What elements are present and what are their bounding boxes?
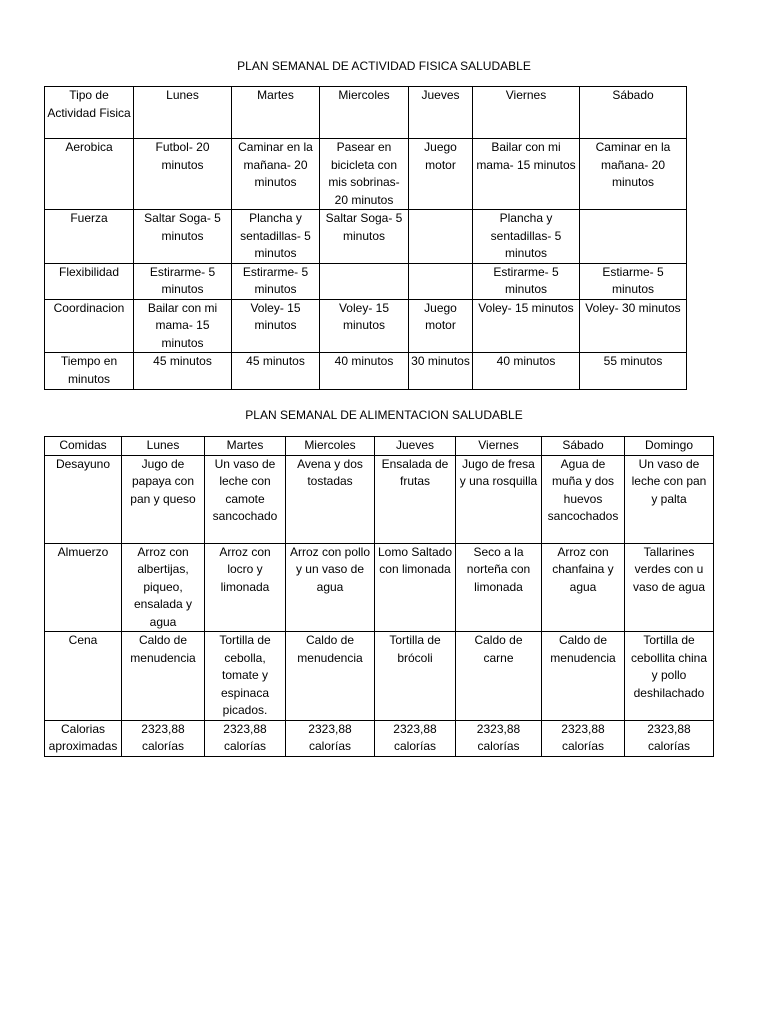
table-cell — [409, 263, 473, 299]
food-plan-title: PLAN SEMANAL DE ALIMENTACION SALUDABLE — [245, 408, 523, 422]
header-cell: Viernes — [473, 87, 580, 139]
table-row — [45, 543, 714, 632]
table-cell: Arroz con chanfaina y agua — [542, 543, 625, 632]
table-row — [45, 455, 714, 543]
table-cell: 55 minutos — [580, 353, 687, 390]
table-cell: Juego motor — [409, 299, 473, 353]
table-header-row — [45, 87, 687, 139]
table-cell: Saltar Soga- 5 minutos — [134, 210, 232, 264]
table-header-row — [45, 437, 714, 456]
table-cell: Un vaso de leche con camote sancochado — [205, 455, 286, 543]
table-cell: 2323,88 calorías — [122, 720, 205, 756]
row-label: Fuerza — [45, 210, 134, 264]
table-cell: 45 minutos — [232, 353, 320, 390]
table-cell: Saltar Soga- 5 minutos — [320, 210, 409, 264]
table-cell: Estirarme- 5 minutos — [134, 263, 232, 299]
table-row — [45, 263, 687, 299]
table-cell: 40 minutos — [320, 353, 409, 390]
header-cell: Martes — [205, 437, 286, 456]
table-cell: 2323,88 calorías — [625, 720, 714, 756]
table-cell: Pasear en bicicleta con mis sobrinas- 20 minutos — [320, 139, 409, 210]
table-cell: Bailar con mi mama- 15 minutos — [134, 299, 232, 353]
header-cell: Lunes — [134, 87, 232, 139]
table-cell: Agua de muña y dos huevos sancochados — [542, 455, 625, 543]
table-cell: Arroz con locro y limonada — [205, 543, 286, 632]
table-cell: 45 minutos — [134, 353, 232, 390]
table-cell: Voley- 30 minutos — [580, 299, 687, 353]
table-row — [45, 353, 687, 390]
table-cell: Plancha y sentadillas- 5 minutos — [232, 210, 320, 264]
table-cell: Voley- 15 minutos — [320, 299, 409, 353]
table-cell: 2323,88 calorías — [375, 720, 456, 756]
table-cell: Jugo de fresa y una rosquilla — [456, 455, 542, 543]
table-cell: Futbol- 20 minutos — [134, 139, 232, 210]
table-row — [45, 632, 714, 721]
header-cell: Sábado — [542, 437, 625, 456]
table-cell: Tortilla de cebolla, tomate y espinaca picados. — [205, 632, 286, 721]
table-cell: Caldo de carne — [456, 632, 542, 721]
table-row — [45, 720, 714, 756]
row-label: Flexibilidad — [45, 263, 134, 299]
table-cell — [320, 263, 409, 299]
table-cell: Caldo de menudencia — [286, 632, 375, 721]
table-cell: Estirarme- 5 minutos — [473, 263, 580, 299]
table-cell: Estirarme- 5 minutos — [232, 263, 320, 299]
table-cell: Voley- 15 minutos — [232, 299, 320, 353]
header-cell: Tipo de Actividad Fisica — [45, 87, 134, 139]
table-cell: Juego motor — [409, 139, 473, 210]
table-cell: Caminar en la mañana- 20 minutos — [232, 139, 320, 210]
food-plan-table — [44, 436, 714, 757]
table-row — [45, 139, 687, 210]
activity-plan-table — [44, 86, 687, 390]
row-label: Coordinacion — [45, 299, 134, 353]
table-cell: Caldo de menudencia — [122, 632, 205, 721]
table-cell: 30 minutos — [409, 353, 473, 390]
table-cell: Bailar con mi mama- 15 minutos — [473, 139, 580, 210]
table-cell: Estiarme- 5 minutos — [580, 263, 687, 299]
row-label: Desayuno — [45, 455, 122, 543]
table-cell: Un vaso de leche con pan y palta — [625, 455, 714, 543]
table-row — [45, 210, 687, 264]
table-cell: Tallarines verdes con u vaso de agua — [625, 543, 714, 632]
table-cell: Tortilla de brócoli — [375, 632, 456, 721]
table-cell: Arroz con albertijas, piqueo, ensalada y agua — [122, 543, 205, 632]
row-label: Aerobica — [45, 139, 134, 210]
table-cell: Caldo de menudencia — [542, 632, 625, 721]
row-label: Cena — [45, 632, 122, 721]
header-cell: Jueves — [409, 87, 473, 139]
table-cell: Arroz con pollo y un vaso de agua — [286, 543, 375, 632]
table-cell: Avena y dos tostadas — [286, 455, 375, 543]
header-cell: Jueves — [375, 437, 456, 456]
row-label: Almuerzo — [45, 543, 122, 632]
table-cell: 2323,88 calorías — [286, 720, 375, 756]
header-cell: Comidas — [45, 437, 122, 456]
table-cell: 2323,88 calorías — [456, 720, 542, 756]
table-cell: Ensalada de frutas — [375, 455, 456, 543]
header-cell: Miercoles — [320, 87, 409, 139]
row-label: Tiempo en minutos — [45, 353, 134, 390]
header-cell: Martes — [232, 87, 320, 139]
table-cell: Seco a la norteña con limonada — [456, 543, 542, 632]
table-cell: Lomo Saltado con limonada — [375, 543, 456, 632]
table-cell — [580, 210, 687, 264]
table-cell: Tortilla de cebollita china y pollo deshilachado — [625, 632, 714, 721]
table-row — [45, 299, 687, 353]
table-cell: 2323,88 calorías — [542, 720, 625, 756]
row-label: Calorias aproximadas — [45, 720, 122, 756]
header-cell: Lunes — [122, 437, 205, 456]
table-cell: Caminar en la mañana- 20 minutos — [580, 139, 687, 210]
table-cell: 2323,88 calorías — [205, 720, 286, 756]
table-cell: 40 minutos — [473, 353, 580, 390]
header-cell: Viernes — [456, 437, 542, 456]
table-cell: Plancha y sentadillas- 5 minutos — [473, 210, 580, 264]
table-cell: Voley- 15 minutos — [473, 299, 580, 353]
activity-plan-title: PLAN SEMANAL DE ACTIVIDAD FISICA SALUDABLE — [237, 59, 531, 73]
header-cell: Sábado — [580, 87, 687, 139]
header-cell: Miercoles — [286, 437, 375, 456]
header-cell: Domingo — [625, 437, 714, 456]
table-cell — [409, 210, 473, 264]
table-cell: Jugo de papaya con pan y queso — [122, 455, 205, 543]
